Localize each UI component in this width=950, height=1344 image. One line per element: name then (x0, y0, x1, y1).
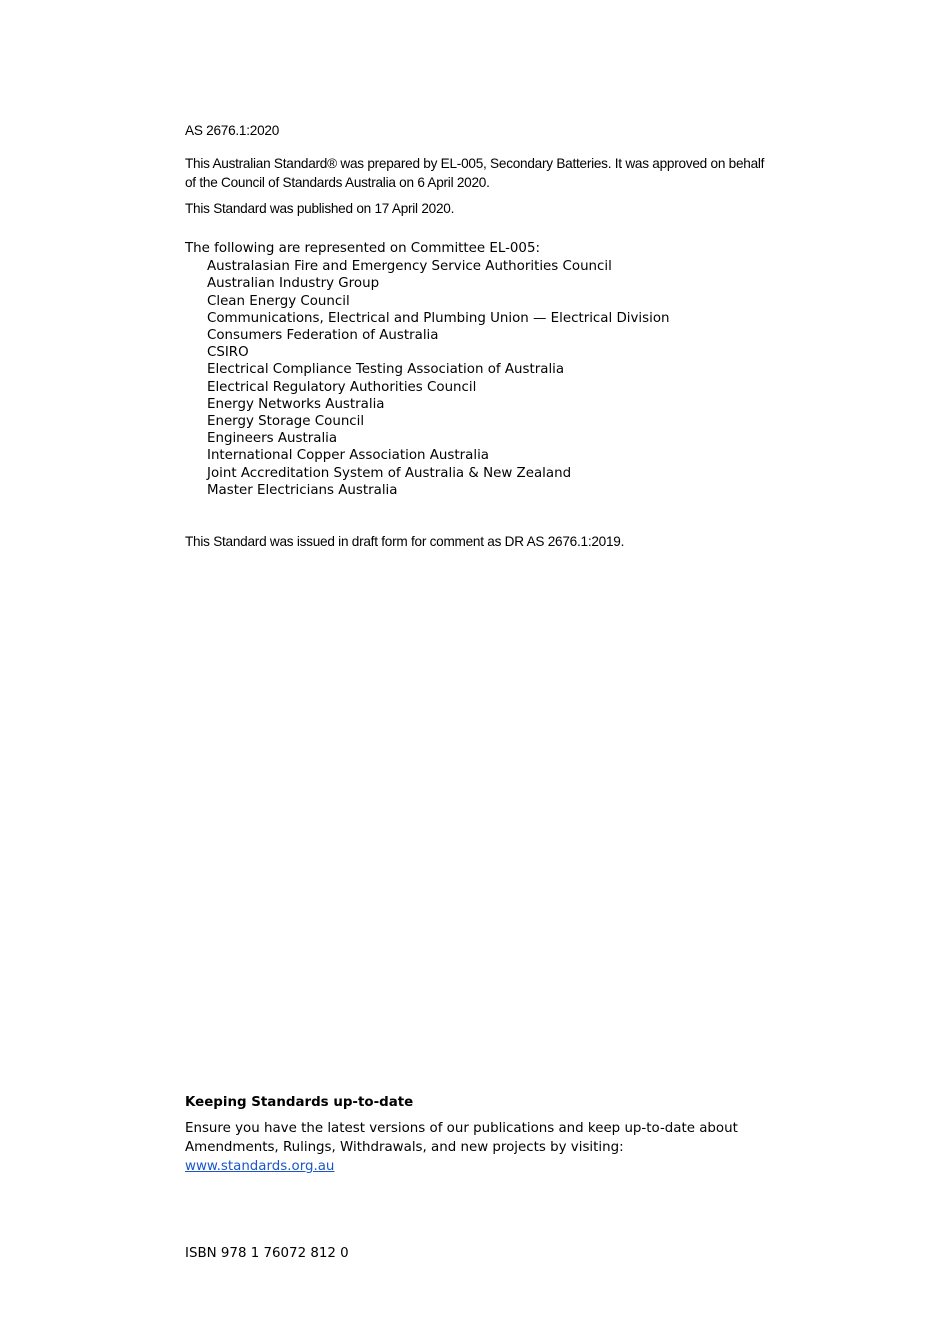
keeping-text (185, 1119, 785, 1176)
committee-member: Electrical Compliance Testing Association of Australia (207, 362, 565, 378)
committee-member: Energy Storage Council (207, 414, 365, 430)
committee-member: CSIRO (207, 345, 249, 361)
committee-intro: The following are represented on Committee EL-005: (185, 241, 540, 256)
standards-website-link[interactable]: www.standards.org.au (185, 1159, 335, 1174)
keeping-up-to-date-section (185, 1093, 785, 1176)
committee-member: Australian Industry Group (207, 276, 380, 292)
committee-section (185, 240, 805, 499)
committee-member-list (185, 258, 805, 499)
committee-member: Communications, Electrical and Plumbing Union — Electrical Division (207, 310, 670, 326)
committee-member: Australasian Fire and Emergency Service Authorities Council (207, 259, 612, 275)
committee-member: Electrical Regulatory Authorities Council (207, 379, 477, 395)
draft-note: This Standard was issued in draft form for comment as DR AS 2676.1:2019. (185, 534, 625, 549)
committee-member: Master Electricians Australia (207, 482, 398, 498)
committee-member: Engineers Australia (207, 431, 338, 447)
publication-date-statement: This Standard was published on 17 April 2020. (185, 201, 455, 216)
document-id: AS 2676.1:2020 (185, 123, 280, 138)
keeping-heading: Keeping Standards up-to-date (185, 1095, 414, 1110)
preparation-statement: This Australian Standard® was prepared by EL-005, Secondary Batteries. It was approved on behalf of the Council of Standards Australia on 6 April 2020. (185, 156, 765, 190)
committee-member: International Copper Association Australia (207, 448, 489, 464)
committee-member: Joint Accreditation System of Australia & New Zealand (207, 465, 572, 481)
committee-member: Energy Networks Australia (207, 396, 385, 412)
isbn: ISBN 978 1 76072 812 0 (185, 1246, 349, 1261)
committee-member: Clean Energy Council (207, 293, 350, 309)
keeping-description: Ensure you have the latest versions of our publications and keep up-to-date about Amendments, Rulings, Withdrawals, and new projects by visiting: (185, 1121, 738, 1155)
committee-member: Consumers Federation of Australia (207, 328, 439, 344)
